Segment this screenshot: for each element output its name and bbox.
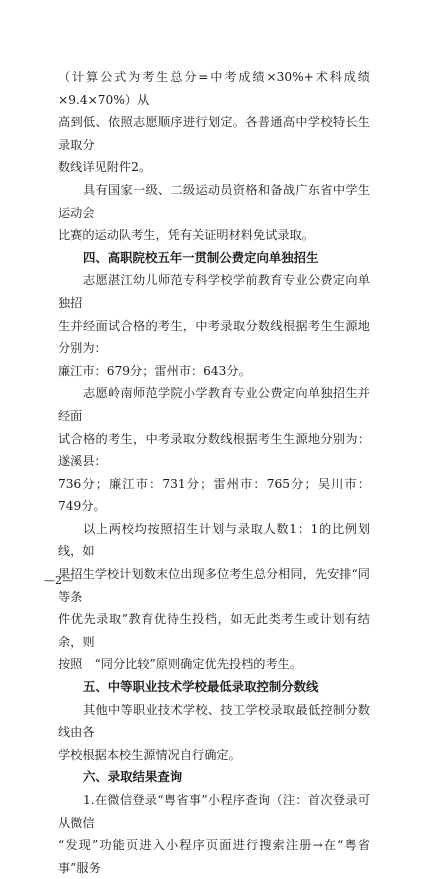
text-line: 比赛的运动队考生，凭有关证明材料免试录取。 — [58, 228, 314, 243]
text-line: 按照 “同分比较”原则确定优先投档的考生。 — [58, 657, 303, 672]
text-line: 生并经面试合格的考生，中考录取分数线根据考生生源地分别为： — [58, 318, 370, 356]
section-heading-6: 六、录取结果查询 — [83, 769, 183, 785]
text-line: 其他中等职业技术学校、技工学校录取最低控制分数线由各 — [58, 702, 370, 740]
text-line: 736分；廉江市：731分；雷州市：765分；吴川市：749分。 — [58, 476, 370, 514]
text-line: （计算公式为考生总分=中考成绩×30%+术科成绩×9.4×70%）从 — [58, 70, 370, 107]
text-line: 志愿湛江幼儿师范专科学校学前教育专业公费定向单独招 — [58, 273, 370, 310]
text-line: 1.在微信登录“粤省事”小程序查询（注：首次登录可从微信 — [58, 793, 370, 830]
text-line: 高到低、依照志愿顺序进行划定。各普通高中学校特长生录取分 — [58, 115, 370, 152]
text-line: 学校根据本校生源情况自行确定。 — [58, 747, 241, 762]
text-line: “发现”功能页进入小程序页面进行搜索注册→在“粤省事”服务 — [58, 838, 370, 875]
text-line: 以上两校均按照招生计划与录取人数1：1的比例划线，如 — [58, 521, 370, 559]
page-number: —2— — [44, 574, 73, 587]
section-heading-5: 五、中等职业技术学校最低录取控制分数线 — [83, 679, 319, 695]
text-line: 廉江市：679分；雷州市：643分。 — [58, 363, 251, 378]
text-line: 数线详见附件2。 — [58, 160, 152, 175]
text-line: 试合格的考生，中考录取分数线根据考生生源地分别为：遂溪县： — [58, 431, 370, 469]
text-line: 果招生学校计划数末位出现多位考生总分相同，先安排“同等条 — [58, 567, 370, 604]
section-heading-4: 四、高职院校五年一贯制公费定向单独招生 — [83, 249, 319, 265]
document-body — [58, 66, 370, 879]
text-line: 志愿岭南师范学院小学教育专业公费定向单独招生并经面 — [58, 386, 370, 423]
text-line: 具有国家一级、二级运动员资格和备战广东省中学生运动会 — [58, 182, 370, 220]
text-line: 件优先录取”教育优待生投档，如无此类考生或计划有结余，则 — [58, 612, 370, 649]
